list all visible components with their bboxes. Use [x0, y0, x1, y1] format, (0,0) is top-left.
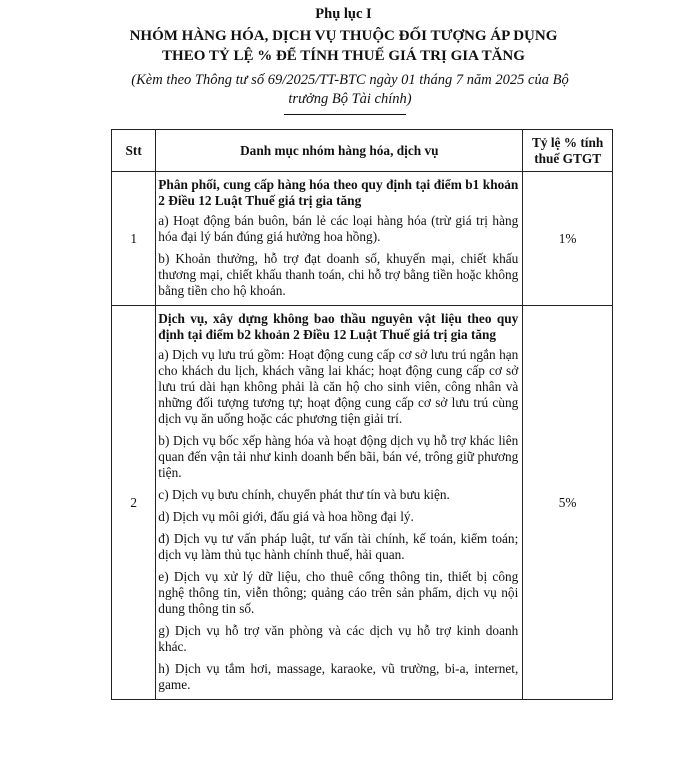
appendix-label: Phụ lục I: [315, 6, 372, 22]
row-description: [156, 172, 523, 306]
group-heading: Dịch vụ, xây dựng không bao thầu nguyên vật liệu theo quy định tại điểm b2 khoản 2 Điều 12 Luật Thuế giá trị gia tăng: [158, 311, 519, 342]
row-rate: 1%: [523, 172, 613, 306]
table-header-row: [112, 130, 613, 172]
table-row: [112, 172, 613, 306]
list-item: b) Khoản thưởng, hỗ trợ đạt doanh số, khuyến mại, chiết khấu thương mại, chiết khấu thanh toán, chi hỗ trợ bằng tiền hoặc không bằng tiền cho hộ khoán.: [158, 251, 519, 298]
list-item: d) Dịch vụ môi giới, đấu giá và hoa hồng đại lý.: [158, 509, 414, 524]
title-line-2: THEO TỶ LỆ % ĐỂ TÍNH THUẾ GIÁ TRỊ GIA TĂNG: [162, 48, 525, 64]
list-item: a) Hoạt động bán buôn, bán lẻ các loại hàng hóa (trừ giá trị hàng hóa đại lý bán đúng giá hưởng hoa hồng).: [158, 213, 519, 244]
title-divider: [284, 114, 406, 115]
list-item: g) Dịch vụ hỗ trợ văn phòng và các dịch vụ hỗ trợ kinh doanh khác.: [158, 623, 519, 654]
row-stt: 2: [112, 306, 156, 700]
list-item: đ) Dịch vụ tư vấn pháp luật, tư vấn tài chính, kế toán, kiểm toán; dịch vụ làm thủ tục hành chính thuế, hải quan.: [158, 531, 519, 562]
document-title: [0, 26, 687, 66]
row-description: [156, 306, 523, 700]
title-line-1: NHÓM HÀNG HÓA, DỊCH VỤ THUỘC ĐỐI TƯỢNG ÁP DỤNG: [129, 28, 558, 44]
rate-header-line-2: thuế GTGT: [534, 150, 602, 166]
column-header-stt: Stt: [112, 130, 156, 172]
list-item: b) Dịch vụ bốc xếp hàng hóa và hoạt động dịch vụ hỗ trợ khác liên quan đến vận tải như kinh doanh bến bãi, bán vé, trông giữ phương tiện.: [158, 433, 519, 480]
list-item: a) Dịch vụ lưu trú gồm: Hoạt động cung cấp cơ sở lưu trú ngắn hạn cho khách du lịch, khách vãng lai khác; hoạt động cung cấp cơ sở lưu trú dài hạn không phải là căn hộ cho sinh viên, công nhân và những đối tượng tương tự; hoạt động cung cấp cơ sở lưu trú cùng dịch vụ ăn uống hoặc các phương tiện giải trí.: [158, 347, 519, 426]
document-subtitle: (Kèm theo Thông tư số 69/2025/TT-BTC ngày 01 tháng 7 năm 2025 của Bộ trưởng Bộ Tài chính): [131, 72, 569, 107]
group-heading: Phân phối, cung cấp hàng hóa theo quy định tại điểm b1 khoản 2 Điều 12 Luật Thuế giá trị gia tăng: [158, 177, 519, 208]
rate-header-line-1: Tỷ lệ % tính: [531, 134, 604, 150]
list-item: e) Dịch vụ xử lý dữ liệu, cho thuê cổng thông tin, thiết bị công nghệ thông tin, viễn thông; quảng cáo trên sản phẩm, dịch vụ nội dung thông tin số.: [158, 569, 519, 616]
list-item: c) Dịch vụ bưu chính, chuyển phát thư tín và bưu kiện.: [158, 487, 450, 502]
tax-rate-table: [111, 129, 613, 700]
list-item: h) Dịch vụ tắm hơi, massage, karaoke, vũ trường, bi-a, internet, game.: [158, 661, 519, 692]
table-row: [112, 306, 613, 700]
column-header-description: Danh mục nhóm hàng hóa, dịch vụ: [156, 130, 523, 172]
column-header-rate: [523, 130, 613, 172]
row-rate: 5%: [523, 306, 613, 700]
row-stt: 1: [112, 172, 156, 306]
